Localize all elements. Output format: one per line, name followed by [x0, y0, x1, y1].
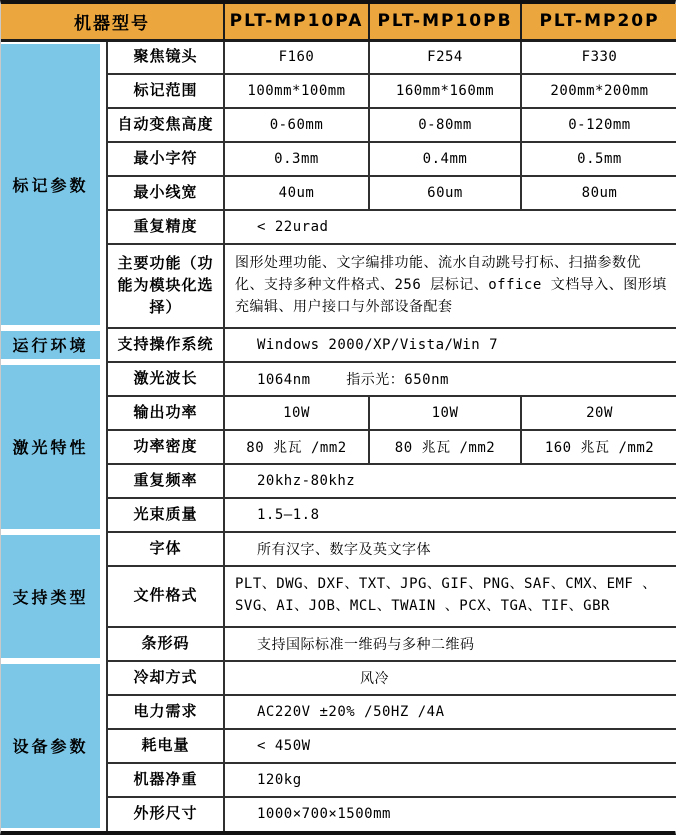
table-body	[1, 40, 676, 831]
spec-value: 0.4mm	[369, 142, 521, 176]
row-label: 条形码	[107, 627, 224, 661]
spec-value: F160	[224, 40, 369, 74]
spec-value-span: AC220V ±20% /50HZ /4A	[224, 695, 676, 729]
spec-value: 80 兆瓦 /mm2	[224, 430, 369, 464]
spec-value: 160 兆瓦 /mm2	[521, 430, 676, 464]
spec-value-span: 所有汉字、数字及英文字体	[224, 532, 676, 566]
row-label: 输出功率	[107, 396, 224, 430]
row-label: 激光波长	[107, 362, 224, 396]
spec-value-span: < 450W	[224, 729, 676, 763]
row-label: 机器净重	[107, 763, 224, 797]
group-cell: 运行环境	[1, 328, 107, 362]
row-label: 外形尺寸	[107, 797, 224, 831]
spec-value: 0-80mm	[369, 108, 521, 142]
row-label: 功率密度	[107, 430, 224, 464]
spec-value: 60um	[369, 176, 521, 210]
row-label: 聚焦镜头	[107, 40, 224, 74]
row-label: 耗电量	[107, 729, 224, 763]
row-label: 重复频率	[107, 464, 224, 498]
spec-value-span: < 22urad	[224, 210, 676, 244]
spec-value: 20W	[521, 396, 676, 430]
spec-value-span: 1.5—1.8	[224, 498, 676, 532]
header-row	[1, 4, 676, 40]
spec-value: 10W	[369, 396, 521, 430]
spec-value: 100mm*100mm	[224, 74, 369, 108]
row-label: 最小线宽	[107, 176, 224, 210]
spec-value: 10W	[224, 396, 369, 430]
spec-value-span: 1064nm 指示光：650nm	[224, 362, 676, 396]
table-row	[1, 328, 676, 362]
table-row	[1, 362, 676, 396]
row-label: 重复精度	[107, 210, 224, 244]
spec-value: 0.3mm	[224, 142, 369, 176]
row-label: 冷却方式	[107, 661, 224, 695]
group-cell: 设备参数	[1, 661, 107, 831]
header-cell-model-2: PLT-MP10PB	[369, 4, 521, 40]
spec-table	[1, 4, 676, 831]
row-label: 支持操作系统	[107, 328, 224, 362]
spec-value: 200mm*200mm	[521, 74, 676, 108]
spec-value: 0-120mm	[521, 108, 676, 142]
spec-value-span: 风冷	[224, 661, 676, 695]
row-label: 自动变焦高度	[107, 108, 224, 142]
row-label: 字体	[107, 532, 224, 566]
table-row	[1, 532, 676, 566]
spec-value-span: Windows 2000/XP/Vista/Win 7	[224, 328, 676, 362]
header-cell-model-3: PLT-MP20P	[521, 4, 676, 40]
table-row	[1, 40, 676, 74]
spec-value-span: PLT、DWG、DXF、TXT、JPG、GIF、PNG、SAF、CMX、EMF 、SVG、AI、JOB、MCL、TWAIN 、PCX、TGA、TIF、GBR	[224, 566, 676, 627]
spec-value-span: 20khz-80khz	[224, 464, 676, 498]
spec-value: 80um	[521, 176, 676, 210]
row-label: 主要功能（功能为模块化选择）	[107, 244, 224, 328]
header-cell-model-label: 机器型号	[1, 4, 224, 40]
group-cell: 支持类型	[1, 532, 107, 661]
spec-value-span: 图形处理功能、文字编排功能、流水自动跳号打标、扫描参数优化、支持多种文件格式、256 层标记、office 文档导入、图形填充编辑、用户接口与外部设备配套	[224, 244, 676, 328]
table-header	[1, 4, 676, 40]
spec-value: F330	[521, 40, 676, 74]
header-cell-model-1: PLT-MP10PA	[224, 4, 369, 40]
spec-value: 80 兆瓦 /mm2	[369, 430, 521, 464]
row-label: 最小字符	[107, 142, 224, 176]
group-cell: 标记参数	[1, 40, 107, 328]
spec-value-span: 1000×700×1500mm	[224, 797, 676, 831]
spec-value-span: 120kg	[224, 763, 676, 797]
row-label: 电力需求	[107, 695, 224, 729]
spec-value: F254	[369, 40, 521, 74]
spec-value-span: 支持国际标准一维码与多种二维码	[224, 627, 676, 661]
row-label: 文件格式	[107, 566, 224, 627]
spec-value: 0.5mm	[521, 142, 676, 176]
group-cell: 激光特性	[1, 362, 107, 532]
spec-value: 160mm*160mm	[369, 74, 521, 108]
spec-value: 0-60mm	[224, 108, 369, 142]
row-label: 光束质量	[107, 498, 224, 532]
table-row	[1, 661, 676, 695]
spec-value: 40um	[224, 176, 369, 210]
row-label: 标记范围	[107, 74, 224, 108]
